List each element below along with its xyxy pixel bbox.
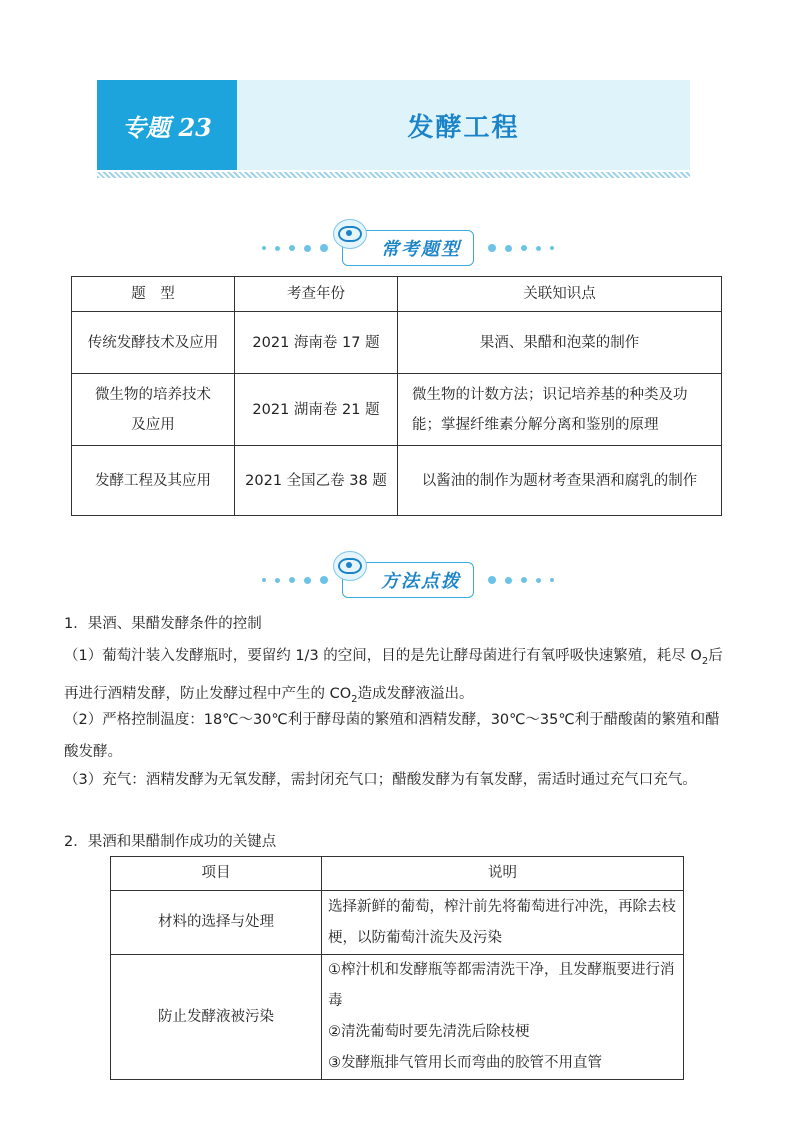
table-cell: 2021 湖南卷 21 题: [235, 374, 398, 446]
table-header: 考查年份: [235, 277, 398, 312]
key-points-table: [110, 856, 684, 1080]
table-cell: 2021 海南卷 17 题: [235, 312, 398, 374]
table-row: [111, 955, 684, 1080]
table-header: 关联知识点: [398, 277, 722, 312]
table-cell: 防止发酵液被污染: [111, 955, 322, 1080]
right-dots-decoration: [488, 244, 554, 252]
table-cell: 微生物的计数方法；识记培养基的种类及功能；掌握纤维素分解分离和鉴别的原理: [398, 374, 722, 446]
list-item: ②清洗葡萄时要先清洗后除枝梗: [328, 1024, 530, 1040]
paragraph-3: （3）充气：酒精发酵为无氧发酵，需封闭充气口；醋酸发酵为有氧发酵，需适时通过充气口充气。: [64, 772, 697, 788]
paragraph-1: （1）葡萄汁装入发酵瓶时，要留约 1/3 的空间，目的是先让酵母菌进行有氧呼吸快速繁殖，耗尽 $O_2$后再进行酒精发酵，防止发酵过程中产生的 $CO_2$造成发酵液溢出。: [64, 648, 723, 705]
section-label: 方法点拨: [381, 571, 461, 592]
list-item: ①榨汁机和发酵瓶等都需清洗干净，且发酵瓶要进行消毒: [328, 962, 675, 1009]
table-cell: 果酒、果醋和泡菜的制作: [398, 312, 722, 374]
heading-2: 2．果酒和果醋制作成功的关键点: [64, 834, 277, 850]
question-types-table: [71, 276, 722, 516]
table-cell: 2021 全国乙卷 38 题: [235, 446, 398, 516]
paragraph-2: （2）严格控制温度：18℃～30℃利于酵母菌的繁殖和酒精发酵，30℃～35℃利于醋酸菌的繁殖和醋酸发酵。: [64, 712, 720, 760]
table-row: [111, 891, 684, 955]
chapter-banner: [97, 80, 690, 170]
eye-icon: [333, 219, 367, 249]
table-cell: 微生物的培养技术及应用: [72, 374, 235, 446]
right-dots-decoration: [488, 576, 554, 584]
table-header: 项目: [111, 857, 322, 891]
left-dots-decoration: [262, 576, 328, 584]
banner-divider: [97, 172, 690, 178]
table-row: [72, 374, 722, 446]
chapter-title: 发酵工程: [407, 112, 520, 143]
table-row: [72, 446, 722, 516]
section-badge: [342, 562, 474, 598]
eye-icon: [333, 551, 367, 581]
table-header: 题 型: [72, 277, 235, 312]
table-cell: 传统发酵技术及应用: [72, 312, 235, 374]
table-cell: 以酱油的制作为题材考查果酒和腐乳的制作: [398, 446, 722, 516]
table-row: [72, 312, 722, 374]
table-header: 说明: [322, 857, 684, 891]
chapter-tag: 专题 23: [97, 80, 237, 170]
table-cell: [322, 955, 684, 1080]
table-cell: 选择新鲜的葡萄，榨汁前先将葡萄进行冲洗，再除去枝梗，以防葡萄汁流失及污染: [322, 891, 684, 955]
table-cell: 材料的选择与处理: [111, 891, 322, 955]
section-label: 常考题型: [381, 239, 461, 260]
section-badge: [342, 230, 474, 266]
section-header-method-tips: [262, 562, 554, 598]
section-header-common-types: [262, 230, 554, 266]
list-item: ③发酵瓶排气管用长而弯曲的胶管不用直管: [328, 1055, 602, 1071]
left-dots-decoration: [262, 244, 328, 252]
table-cell: 发酵工程及其应用: [72, 446, 235, 516]
heading-1: 1．果酒、果醋发酵条件的控制: [64, 616, 262, 632]
